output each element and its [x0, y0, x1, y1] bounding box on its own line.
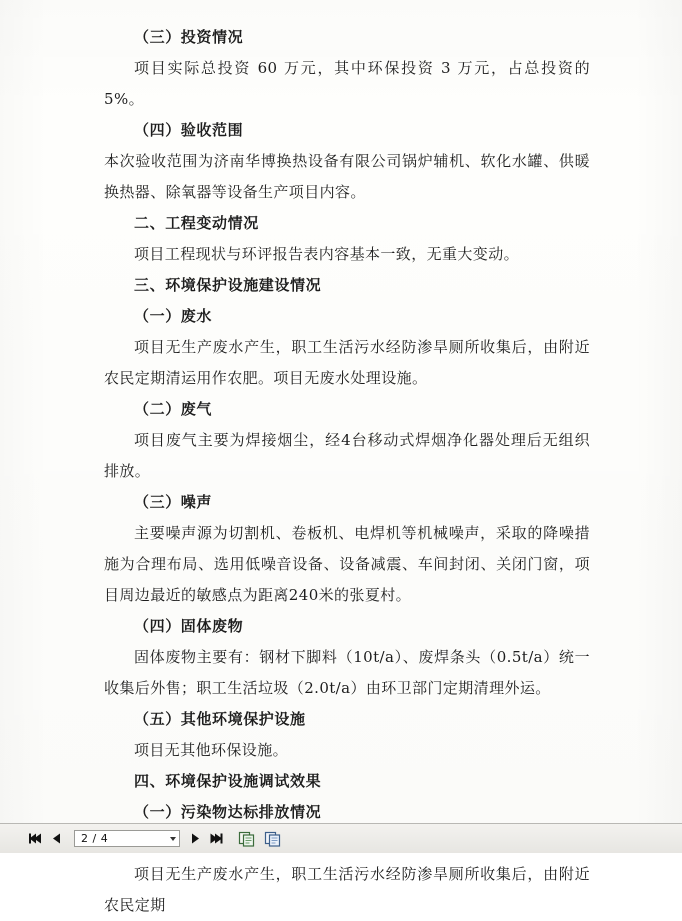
copy-icon [238, 831, 256, 847]
first-page-button[interactable] [26, 829, 45, 848]
paragraph: 项目无生产废水产生，职工生活污水经防渗旱厕所收集后，由附近农民定期 [104, 865, 590, 914]
next-page-button[interactable] [186, 829, 205, 848]
paragraph-heading: （一）污染物达标排放情况 [134, 803, 322, 821]
skip-to-start-icon [28, 832, 43, 845]
skip-to-end-icon [209, 832, 224, 845]
document-text-body [104, 22, 590, 921]
paragraph-heading: 四、环境保护设施调试效果 [134, 772, 322, 790]
page-number-select[interactable] [74, 830, 180, 847]
chevron-down-icon [170, 837, 176, 841]
paragraph-heading: （三）噪声 [134, 493, 213, 511]
paragraph: 主要噪声源为切割机、卷板机、电焊机等机械噪声，采取的降噪措施为合理布局、选用低噪音设备、设备减震、车间封闭、关闭门窗，项目周边最近的敏感点为距离240米的张夏村。 [104, 524, 590, 604]
previous-page-button[interactable] [47, 829, 66, 848]
paragraph-heading: （四）固体废物 [134, 617, 244, 635]
paragraph-heading: 二、工程变动情况 [134, 214, 259, 232]
paragraph: 固体废物主要有：钢材下脚料（10t/a）、废焊条头（0.5t/a）统一收集后外售；职工生活垃圾（2.0t/a）由环卫部门定期清理外运。 [104, 648, 590, 697]
paragraph: 项目工程现状与环评报告表内容基本一致，无重大变动。 [134, 245, 520, 263]
copy-all-button[interactable] [262, 829, 284, 849]
triangle-right-icon [189, 832, 202, 845]
last-page-button[interactable] [207, 829, 226, 848]
paragraph-heading: 三、环境保护设施建设情况 [134, 276, 322, 294]
paragraph-heading: （一）废水 [134, 307, 213, 325]
copy-button[interactable] [236, 829, 258, 849]
paragraph-heading: （三）投资情况 [134, 28, 244, 46]
copy-all-icon [264, 831, 282, 847]
paragraph-heading: （四）验收范围 [134, 121, 244, 139]
paragraph: 本次验收范围为济南华博换热设备有限公司锅炉辅机、软化水罐、供暖换热器、除氧器等设备生产项目内容。 [104, 152, 590, 201]
paragraph-heading: （二）废气 [134, 400, 213, 418]
paragraph: 项目实际总投资 60 万元，其中环保投资 3 万元，占总投资的 5%。 [104, 59, 590, 108]
paragraph: 项目无其他环保设施。 [134, 741, 289, 759]
paragraph: 项目无生产废水产生，职工生活污水经防渗旱厕所收集后，由附近农民定期清运用作农肥。项目无废水处理设施。 [104, 338, 590, 387]
page-indicator-label: 2 / 4 [81, 832, 109, 845]
paragraph-heading: （五）其他环境保护设施 [134, 710, 306, 728]
triangle-left-icon [50, 832, 63, 845]
paragraph: 项目废气主要为焊接烟尘，经4台移动式焊烟净化器处理后无组织排放。 [104, 431, 590, 480]
page-navigation-toolbar[interactable] [0, 823, 682, 853]
